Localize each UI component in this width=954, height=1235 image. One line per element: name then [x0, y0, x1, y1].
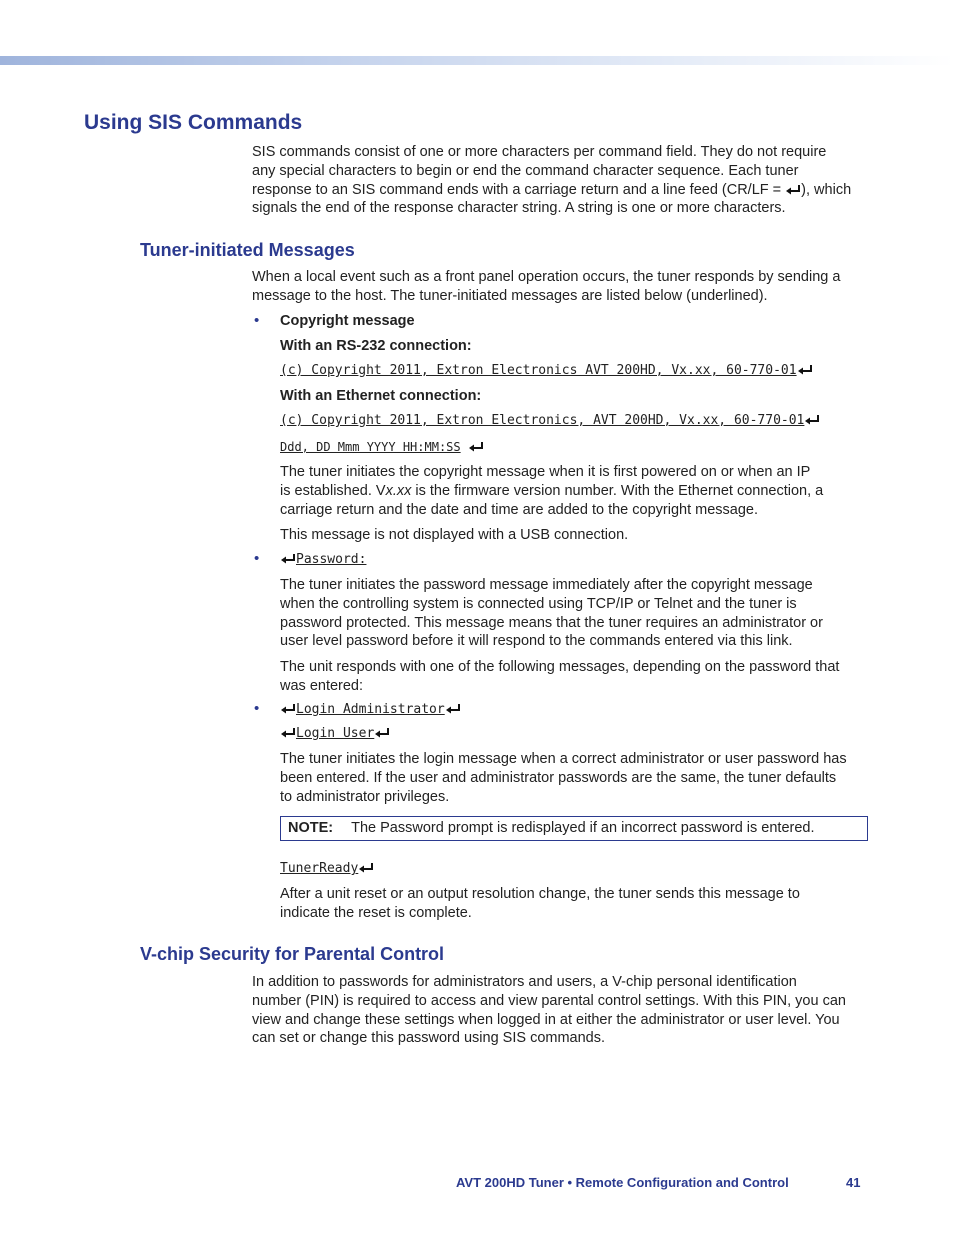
paragraph-line: The tuner initiates the password message immediately after the copyright message — [280, 577, 813, 593]
paragraph-line: carriage return and the date and time are added to the copyright message. — [280, 501, 758, 518]
paragraph-line: to administrator privileges. — [280, 788, 450, 805]
return-arrow-icon — [798, 365, 813, 375]
bullet-icon: • — [254, 550, 260, 567]
section-title: Using SIS Commands — [84, 111, 303, 134]
text-span: is the firmware version number. With the Ethernet connection, a — [411, 482, 824, 499]
ethernet-code — [280, 413, 820, 428]
tuner-ready-description — [280, 885, 870, 923]
paragraph-line: The tuner initiates the login message when a correct administrator or user password has — [280, 751, 847, 767]
return-arrow-icon — [281, 704, 296, 714]
footer-title: AVT 200HD Tuner • Remote Configuration and Control — [456, 1175, 789, 1190]
rs232-code — [280, 363, 813, 378]
rs232-code-text: (c) Copyright 2011, Extron Electronics AVT 200HD, Vx.xx, 60-770-01 — [280, 363, 797, 378]
password-description — [280, 576, 870, 651]
paragraph-line: When a local event such as a front panel operation occurs, the tuner responds by sending a — [252, 269, 841, 285]
return-arrow-icon — [446, 704, 461, 714]
paragraph-line — [280, 482, 870, 501]
intro-line: any special characters to begin or end the command character sequence. Each tuner — [252, 162, 799, 179]
bullet-icon: • — [254, 312, 260, 329]
paragraph-line: The tuner initiates the copyright message when it is first powered on or when an IP — [280, 464, 811, 480]
tuner-ready-text: TunerReady — [280, 861, 359, 876]
return-arrow-icon — [359, 863, 374, 873]
password-code-text: Password: — [296, 552, 367, 567]
intro-text: response to an SIS command ends with a carriage return and a line feed (CR/LF = — [252, 181, 786, 198]
page-number: 41 — [846, 1175, 861, 1190]
date-code-text: Ddd, DD Mmm YYYY HH:MM:SS — [280, 440, 461, 454]
return-arrow-icon — [281, 728, 296, 738]
tuner-messages-heading: Tuner-initiated Messages — [140, 240, 355, 260]
paragraph-line: view and change these settings when logged in at either the administrator or user level. You — [252, 1011, 840, 1028]
password-response — [280, 658, 870, 696]
intro-line — [252, 181, 872, 200]
paragraph-line: password protected. This message means that the tuner requires an administrator or — [280, 614, 823, 631]
ethernet-label: With an Ethernet connection: — [280, 388, 482, 404]
paragraph-line: In addition to passwords for administrators and users, a V-chip personal identification — [252, 974, 797, 990]
intro-line: signals the end of the response character string. A string is one or more characters. — [252, 200, 786, 217]
header-gradient-bar — [0, 56, 954, 65]
return-arrow-icon — [469, 442, 484, 452]
paragraph-line: user level password before it will respond to the commands entered via this link. — [280, 633, 793, 650]
paragraph-line: After a unit reset or an output resolution change, the tuner sends this message to — [280, 886, 800, 902]
ethernet-code-text: (c) Copyright 2011, Extron Electronics, AVT 200HD, Vx.xx, 60-770-01 — [280, 413, 805, 428]
paragraph-line: message to the host. The tuner-initiated messages are listed below (underlined). — [252, 287, 768, 304]
copyright-description — [280, 463, 870, 519]
note-text: The Password prompt is redisplayed if an incorrect password is entered. — [351, 820, 815, 836]
tuner-ready-code — [280, 861, 374, 876]
paragraph-line: The unit responds with one of the following messages, depending on the password that — [280, 659, 840, 675]
return-arrow-icon — [786, 185, 801, 195]
password-code — [280, 552, 366, 567]
login-admin-code — [280, 702, 461, 717]
return-arrow-icon — [375, 728, 390, 738]
paragraph-line: can set or change this password using SIS commands. — [252, 1030, 606, 1047]
rs232-label: With an RS-232 connection: — [280, 338, 472, 354]
return-arrow-icon — [805, 415, 820, 425]
version-italic: x.xx — [385, 482, 412, 499]
date-code — [280, 440, 484, 454]
login-user-code — [280, 726, 390, 741]
note-box — [280, 816, 868, 841]
text-span: is established. V — [280, 482, 386, 499]
paragraph-line: number (PIN) is required to access and view parental control settings. With this PIN, you can — [252, 992, 846, 1009]
vchip-heading: V-chip Security for Parental Control — [140, 944, 445, 964]
intro-paragraph — [252, 143, 872, 218]
paragraph-line: indicate the reset is complete. — [280, 904, 472, 921]
tuner-messages-intro — [252, 268, 872, 306]
return-arrow-icon — [281, 554, 296, 564]
intro-text: ), which — [801, 181, 852, 198]
bullet-icon: • — [254, 700, 260, 717]
intro-line: SIS commands consist of one or more characters per command field. They do not require — [252, 144, 827, 160]
login-admin-text: Login Administrator — [296, 702, 445, 717]
copyright-label: Copyright message — [280, 313, 415, 329]
paragraph-line: been entered. If the user and administrator passwords are the same, the tuner defaults — [280, 769, 837, 786]
paragraph-line: was entered: — [280, 677, 364, 694]
vchip-paragraph — [252, 973, 872, 1048]
usb-note: This message is not displayed with a USB connection. — [280, 527, 629, 543]
login-description — [280, 750, 870, 806]
login-user-text: Login User — [296, 726, 375, 741]
note-label: NOTE: — [288, 820, 334, 836]
paragraph-line: when the controlling system is connected using TCP/IP or Telnet and the tuner is — [280, 595, 797, 612]
